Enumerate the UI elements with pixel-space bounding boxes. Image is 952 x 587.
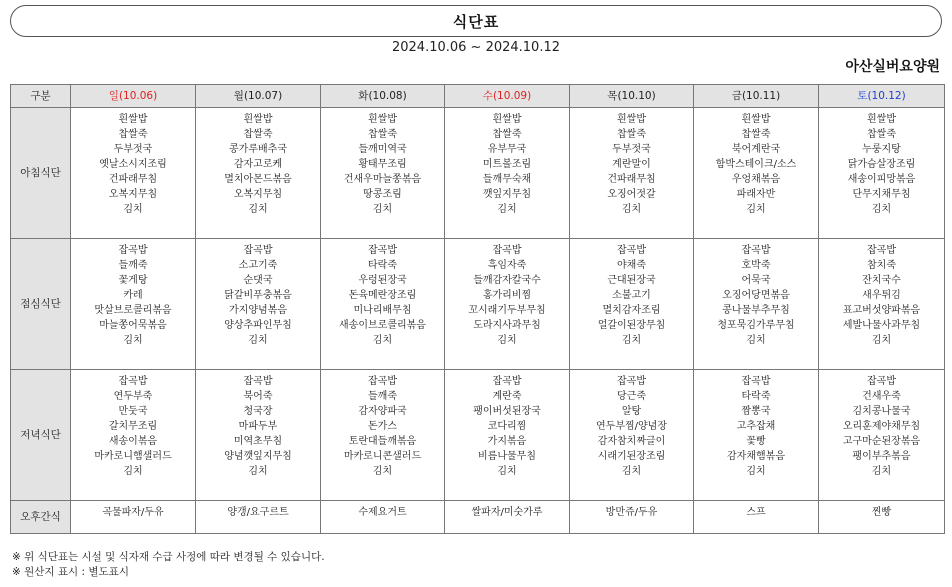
menu-item: 미역초무침 <box>233 436 283 447</box>
menu-item: 찹쌀죽 <box>118 129 148 140</box>
menu-item: 새우튀김 <box>862 290 901 301</box>
menu-item: 맛살브로콜리볶음 <box>94 305 172 316</box>
menu-item: 새송이볶음 <box>108 436 158 447</box>
menu-item: 세발나물사과무침 <box>842 320 921 331</box>
menu-item: 소고기죽 <box>238 260 278 271</box>
menu-item: 카레 <box>123 290 143 301</box>
menu-item: 도라지사과무침 <box>473 320 541 331</box>
menu-item: 우엉채볶음 <box>731 174 781 185</box>
menu-item: 잡곡밥 <box>741 245 771 256</box>
menu-item: 돈육메란장조림 <box>348 290 417 301</box>
menu-title-box <box>10 5 942 37</box>
category-header: 구분 <box>11 85 71 108</box>
day-header: 월(10.07) <box>196 85 321 108</box>
menu-item: 마카로니콘샐러드 <box>343 451 422 462</box>
menu-item: 콩가루배추국 <box>229 144 287 155</box>
menu-item: 흰쌀밥 <box>867 114 896 125</box>
menu-cell <box>445 370 570 501</box>
menu-item: 콩나물부추무침 <box>722 305 790 316</box>
menu-cell <box>694 370 819 501</box>
menu-cell <box>570 370 694 501</box>
snack-cell: 스프 <box>694 501 819 534</box>
menu-item: 순댓국 <box>243 275 273 286</box>
meal-label: 점심식단 <box>11 239 71 370</box>
day-header: 화(10.08) <box>321 85 445 108</box>
menu-item: 계란말이 <box>612 159 651 170</box>
menu-item: 감자채햄볶음 <box>727 451 785 462</box>
menu-cell <box>196 108 321 239</box>
menu-item: 짬뽕국 <box>741 406 771 417</box>
menu-cell <box>819 239 945 370</box>
menu-item: 미나리배무침 <box>353 305 412 316</box>
menu-item: 잡곡밥 <box>243 376 273 387</box>
menu-item: 홍가리비찜 <box>482 290 532 301</box>
snack-cell: 방만쥬/두유 <box>570 501 694 534</box>
day-header: 금(10.11) <box>694 85 819 108</box>
menu-item: 소불고기 <box>612 290 651 301</box>
menu-item: 타락죽 <box>368 260 397 271</box>
menu-item: 김치 <box>746 204 766 215</box>
menu-item: 가지볶음 <box>487 436 527 447</box>
menu-item: 김치 <box>871 204 892 215</box>
snack-cell: 양갱/요구르트 <box>196 501 321 534</box>
menu-cell <box>71 108 196 239</box>
menu-item: 잡곡밥 <box>492 245 522 256</box>
menu-item: 어묵국 <box>741 275 771 286</box>
menu-item: 오징어당면볶음 <box>722 290 790 301</box>
menu-item: 호박죽 <box>741 260 771 271</box>
menu-item: 당근죽 <box>617 391 646 402</box>
notes <box>12 550 325 580</box>
snack-cell: 곡물파자/두유 <box>71 501 196 534</box>
menu-cell <box>71 239 196 370</box>
facility-name: 아산실버요양원 <box>845 59 940 75</box>
menu-item: 마카로니햄샐러드 <box>94 451 172 462</box>
menu-item: 연두부죽 <box>113 391 153 402</box>
menu-item: 찹쌀죽 <box>243 129 273 140</box>
menu-item: 깻잎지무침 <box>482 189 532 200</box>
menu-item: 꽃빵 <box>746 436 766 447</box>
menu-item: 미트볼조림 <box>482 159 532 170</box>
menu-item: 멸치아몬드볶음 <box>224 174 292 185</box>
menu-item: 김치 <box>871 335 892 346</box>
menu-item: 김치 <box>248 204 268 215</box>
menu-item: 양념깻잎지무침 <box>224 451 292 462</box>
menu-item: 찹쌀죽 <box>741 129 771 140</box>
menu-item: 닭가슴살장조림 <box>847 159 916 170</box>
menu-item: 비름나물무침 <box>478 451 536 462</box>
snack-row <box>11 501 945 534</box>
menu-item: 김치 <box>497 335 517 346</box>
menu-item: 고추잡채 <box>736 421 776 432</box>
menu-item: 잡곡밥 <box>368 245 397 256</box>
menu-cell <box>71 370 196 501</box>
menu-item: 근대된장국 <box>607 275 656 286</box>
meal-schedule-table <box>10 84 945 534</box>
menu-item: 땅콩조림 <box>363 189 402 200</box>
menu-item: 흰쌀밥 <box>368 114 397 125</box>
menu-item: 들깨죽 <box>368 391 397 402</box>
menu-item: 김치 <box>248 335 268 346</box>
date-range: 2024.10.06 ~ 2024.10.12 <box>391 40 561 55</box>
menu-item: 갈치무조림 <box>108 421 158 432</box>
meal-row <box>11 370 945 501</box>
menu-item: 청포묵김가루무침 <box>717 320 795 331</box>
menu-item: 흰쌀밥 <box>617 114 646 125</box>
menu-item: 파래자반 <box>736 189 776 200</box>
menu-item: 황태무조림 <box>358 159 407 170</box>
menu-cell <box>570 239 694 370</box>
meal-row <box>11 108 945 239</box>
menu-item: 김치 <box>621 204 642 215</box>
meal-label: 아침식단 <box>11 108 71 239</box>
menu-item: 양상추파인무침 <box>224 320 292 331</box>
menu-item: 들깨감자칼국수 <box>473 275 541 286</box>
menu-item: 흰쌀밥 <box>118 114 148 125</box>
meal-row <box>11 239 945 370</box>
menu-item: 가지양념볶음 <box>229 305 287 316</box>
menu-item: 감자참치짜글이 <box>597 436 666 447</box>
menu-cell <box>694 239 819 370</box>
menu-item: 북어죽 <box>243 391 273 402</box>
menu-item: 마늘쫑어묵볶음 <box>99 320 167 331</box>
menu-item: 표고버섯양파볶음 <box>842 305 921 316</box>
menu-item: 잡곡밥 <box>741 376 771 387</box>
menu-item: 타락죽 <box>741 391 771 402</box>
menu-item: 돈가스 <box>368 421 397 432</box>
menu-item: 건파래무침 <box>607 174 656 185</box>
menu-item: 흰쌀밥 <box>741 114 771 125</box>
menu-item: 옛날소시지조림 <box>99 159 167 170</box>
day-header: 토(10.12) <box>819 85 945 108</box>
menu-item: 만둣국 <box>118 406 148 417</box>
menu-item: 팽이부추볶음 <box>852 451 911 462</box>
menu-item: 함박스테이크/소스 <box>715 159 797 170</box>
menu-item: 김치 <box>871 466 892 477</box>
menu-item: 잡곡밥 <box>617 245 646 256</box>
menu-item: 건새우마늘쫑볶음 <box>343 174 422 185</box>
menu-item: 단무지채무침 <box>852 189 911 200</box>
menu-item: 잡곡밥 <box>617 376 646 387</box>
note-origin: ※ 원산지 표시 : 별도표시 <box>12 566 129 578</box>
menu-item: 김치 <box>248 466 268 477</box>
menu-item: 찹쌀죽 <box>492 129 522 140</box>
menu-cell <box>694 108 819 239</box>
header-row <box>11 85 945 108</box>
menu-item: 새송이브로콜리볶음 <box>339 320 426 331</box>
menu-item: 마파두부 <box>238 421 278 432</box>
menu-cell <box>321 239 445 370</box>
menu-item: 김치 <box>372 204 393 215</box>
menu-cell <box>321 370 445 501</box>
day-header: 일(10.06) <box>71 85 196 108</box>
menu-item: 북어계란국 <box>731 144 781 155</box>
menu-cell <box>196 239 321 370</box>
menu-item: 잡곡밥 <box>243 245 273 256</box>
menu-item: 김치 <box>497 204 517 215</box>
menu-item: 꼬시래기두부무침 <box>468 305 546 316</box>
menu-item: 김치 <box>497 466 517 477</box>
menu-item: 유부무국 <box>487 144 527 155</box>
menu-cell <box>819 108 945 239</box>
menu-item: 오징어젓갈 <box>607 189 656 200</box>
snack-cell: 쌀파자/미숫가루 <box>445 501 570 534</box>
menu-item: 김치 <box>621 466 642 477</box>
menu-item: 계란죽 <box>492 391 522 402</box>
day-header: 목(10.10) <box>570 85 694 108</box>
menu-item: 찹쌀죽 <box>617 129 646 140</box>
menu-item: 들깨무숙채 <box>482 174 532 185</box>
snack-cell: 찐빵 <box>819 501 945 534</box>
menu-item: 오리훈제야채무침 <box>842 421 921 432</box>
page-title: 식단표 <box>452 12 500 31</box>
menu-item: 새송이피망볶음 <box>847 174 916 185</box>
menu-item: 연두부찜/양념장 <box>596 421 667 432</box>
menu-item: 청국장 <box>243 406 273 417</box>
menu-item: 김치 <box>123 466 143 477</box>
menu-item: 감자고로케 <box>233 159 283 170</box>
menu-item: 우렁된장국 <box>358 275 407 286</box>
menu-item: 찹쌀죽 <box>867 129 896 140</box>
menu-item: 잡곡밥 <box>118 245 148 256</box>
menu-item: 시래기된장조림 <box>597 451 666 462</box>
menu-item: 잡곡밥 <box>867 245 896 256</box>
menu-item: 김치 <box>746 335 766 346</box>
menu-item: 들깨미역국 <box>358 144 407 155</box>
menu-item: 김치 <box>123 335 143 346</box>
menu-item: 두부젓국 <box>612 144 651 155</box>
day-header: 수(10.09) <box>445 85 570 108</box>
menu-item: 감자양파국 <box>358 406 407 417</box>
meal-label: 저녁식단 <box>11 370 71 501</box>
menu-item: 잡곡밥 <box>118 376 148 387</box>
menu-item: 닭갈비푸충볶음 <box>224 290 292 301</box>
menu-cell <box>819 370 945 501</box>
menu-cell <box>445 108 570 239</box>
menu-item: 참치죽 <box>867 260 896 271</box>
menu-item: 잡곡밥 <box>867 376 896 387</box>
menu-item: 잡곡밥 <box>368 376 397 387</box>
menu-cell <box>570 108 694 239</box>
menu-item: 오복지무침 <box>108 189 158 200</box>
menu-cell <box>196 370 321 501</box>
menu-item: 흑임자죽 <box>487 260 527 271</box>
menu-item: 팽이버섯된장국 <box>473 406 541 417</box>
menu-item: 멸치감자조림 <box>602 305 661 316</box>
menu-item: 건새우죽 <box>862 391 901 402</box>
menu-item: 오복지무침 <box>233 189 283 200</box>
menu-item: 누룽지탕 <box>862 144 901 155</box>
note-change: ※ 위 식단표는 시설 및 식자재 수급 사정에 따라 변경될 수 있습니다. <box>12 551 325 563</box>
snack-cell: 수제요거트 <box>321 501 445 534</box>
menu-item: 잡곡밥 <box>492 376 522 387</box>
menu-item: 야채죽 <box>617 260 646 271</box>
menu-item: 고구마순된장볶음 <box>842 436 921 447</box>
menu-item: 코다리찜 <box>487 421 527 432</box>
menu-item: 잔치국수 <box>862 275 901 286</box>
menu-item: 김치콩나물국 <box>852 406 911 417</box>
menu-item: 토란대들깨볶음 <box>348 436 417 447</box>
menu-item: 알탕 <box>621 406 642 417</box>
menu-item: 꽃게탕 <box>118 275 148 286</box>
menu-item: 두부젓국 <box>113 144 153 155</box>
menu-item: 흰쌀밥 <box>243 114 273 125</box>
menu-item: 건파래무침 <box>108 174 158 185</box>
menu-cell <box>445 239 570 370</box>
menu-item: 김치 <box>372 466 393 477</box>
menu-item: 흰쌀밥 <box>492 114 522 125</box>
menu-item: 얼갈이된장무침 <box>597 320 666 331</box>
menu-item: 김치 <box>372 335 393 346</box>
menu-item: 김치 <box>123 204 143 215</box>
menu-item: 찹쌀죽 <box>368 129 397 140</box>
menu-item: 김치 <box>746 466 766 477</box>
menu-cell <box>321 108 445 239</box>
menu-item: 김치 <box>621 335 642 346</box>
snack-label: 오후간식 <box>11 501 71 534</box>
menu-item: 들깨죽 <box>118 260 148 271</box>
